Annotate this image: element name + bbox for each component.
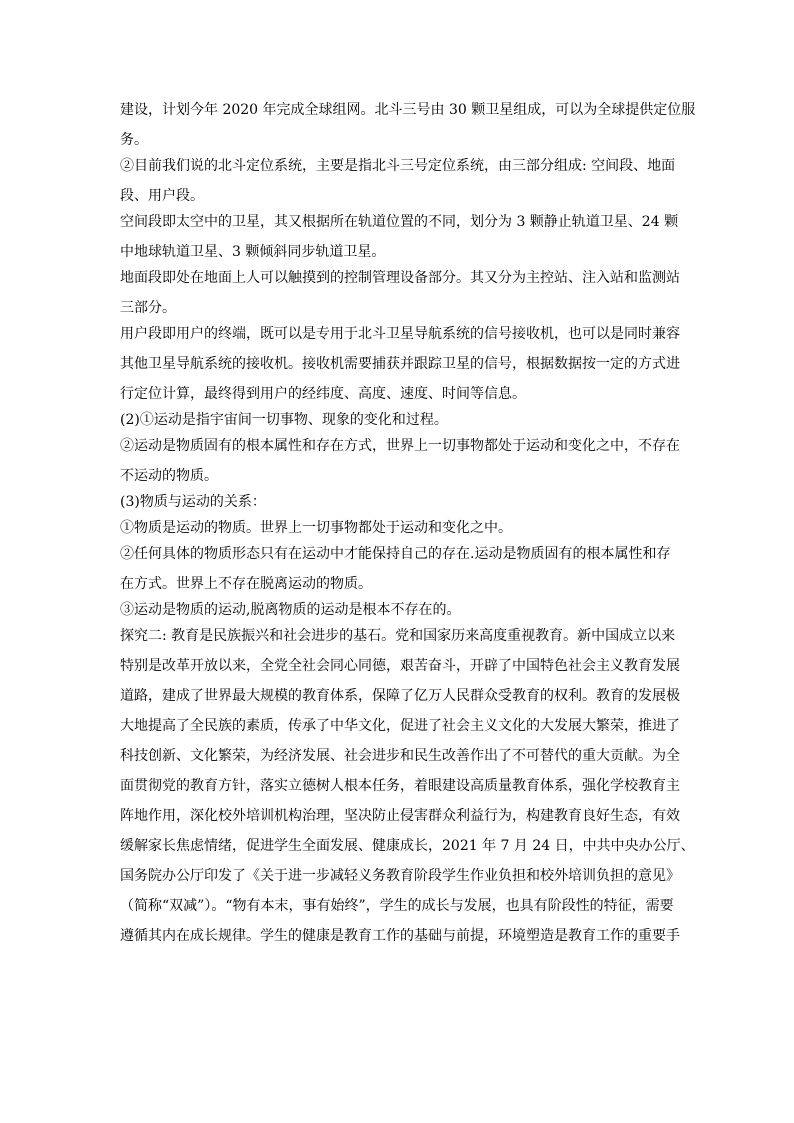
text-line: 道路，建成了世界最大规模的教育体系，保障了亿万人民群众受教育的权利。教育的发展极 xyxy=(120,688,680,704)
text-line: 阵地作用，深化校外培训机构治理，坚决防止侵害群众利益行为，构建教育良好生态，有效 xyxy=(120,808,680,824)
text-line: 遵循其内在成长规律。学生的健康是教育工作的基础与前提，环境塑造是教育工作的重要手 xyxy=(120,928,680,944)
text-line: ②目前我们说的北斗定位系统，主要是指北斗三号定位系统，由三部分组成: 空间段、地面 xyxy=(120,158,676,174)
text-line: 务。 xyxy=(120,132,148,148)
text-line: 行定位计算，最终得到用户的经纬度、高度、速度、时间等信息。 xyxy=(120,386,526,402)
text-line: 中地球轨道卫星、3 颗倾斜同步轨道卫星。 xyxy=(120,244,386,260)
document-body xyxy=(120,100,696,946)
text-line: 特别是改革开放以来，全党全社会同心同德，艰苦奋斗，开辟了中国特色社会主义教育发展 xyxy=(120,658,680,674)
text-line: 在方式。世界上不存在脱离运动的物质。 xyxy=(120,576,372,592)
text-line: 探究二: 教育是民族振兴和社会进步的基石。党和国家历来高度重视教育。新中国成立以来 xyxy=(120,628,676,644)
text-line: 用户段即用户的终端，既可以是专用于北斗卫星导航系统的信号接收机，也可以是同时兼容 xyxy=(120,326,680,342)
text-line: 国务院办公厅印发了《关于进一步减轻义务教育阶段学生作业负担和校外培训负担的意见》 xyxy=(120,868,680,884)
text-line: 科技创新、文化繁荣，为经济发展、社会进步和民生改善作出了不可替代的重大贡献。为全 xyxy=(120,748,680,764)
text-line: ③运动是物质的运动,脱离物质的运动是根本不存在的。 xyxy=(120,602,461,618)
text-line: 缓解家长焦虑情绪，促进学生全面发展、健康成长，2021 年 7 月 24 日，中共中央办公厅、 xyxy=(120,838,695,854)
text-line: 不运动的物质。 xyxy=(120,468,218,484)
text-line: ②运动是物质固有的根本属性和存在方式，世界上一切事物都处于运动和变化之中，不存在 xyxy=(120,438,680,454)
text-line: (2)①运动是指宇宙间一切事物、现象的变化和过程。 xyxy=(120,412,448,428)
text-line: （简称“双减”）。“物有本末，事有始终”，学生的成长与发展，也具有阶段性的特征，需要 xyxy=(120,898,674,914)
text-line: 三部分。 xyxy=(120,300,176,316)
text-line: 空间段即太空中的卫星，其又根据所在轨道位置的不同，划分为 3 颗静止轨道卫星、24 颗 xyxy=(120,214,679,230)
text-line: 其他卫星导航系统的接收机。接收机需要捕获并跟踪卫星的信号，根据数据按一定的方式进 xyxy=(120,356,680,372)
text-line: ①物质是运动的物质。世界上一切事物都处于运动和变化之中。 xyxy=(120,520,512,536)
text-line: 面贯彻党的教育方针，落实立德树人根本任务，着眼建设高质量教育体系，强化学校教育主 xyxy=(120,778,680,794)
text-line: 建设，计划今年 2020 年完成全球组网。北斗三号由 30 颗卫星组成，可以为全球提供定位服 xyxy=(120,102,696,118)
text-line: (3)物质与运动的关系： xyxy=(120,494,266,510)
text-line: 地面段即处在地面上人可以触摸到的控制管理设备部分。其又分为主控站、注入站和监测站 xyxy=(120,270,680,286)
text-line: 段、用户段。 xyxy=(120,188,204,204)
text-line: 大地提高了全民族的素质，传承了中华文化，促进了社会主义文化的大发展大繁荣，推进了 xyxy=(120,718,680,734)
text-line: ②任何具体的物质形态只有在运动中才能保持自己的存在.运动是物质固有的根本属性和存 xyxy=(120,546,671,562)
